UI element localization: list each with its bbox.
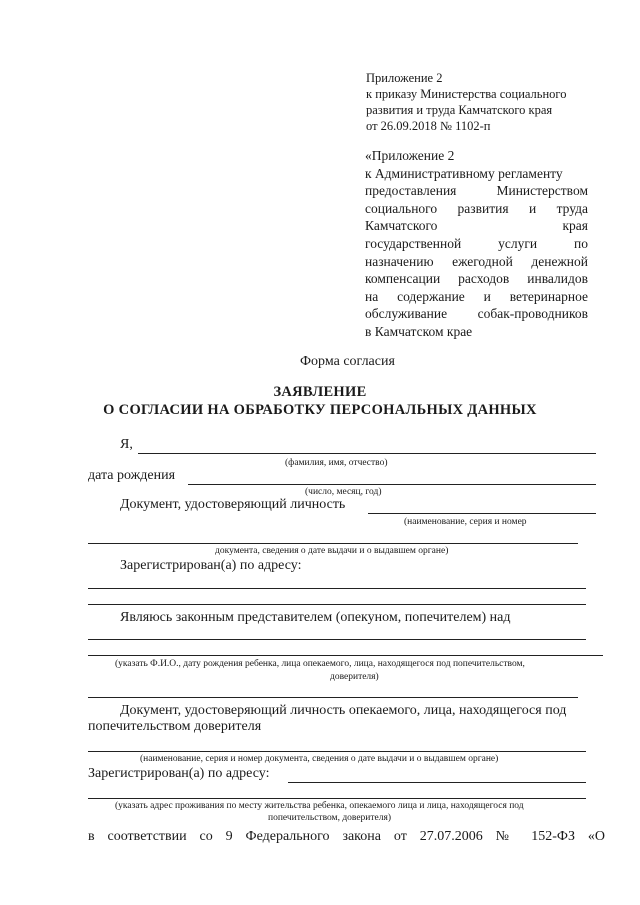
dob-field-line[interactable] bbox=[188, 484, 596, 485]
hint-addr-2: попечительством, доверителя) bbox=[268, 813, 392, 823]
regulation-line: к Административному регламенту bbox=[365, 165, 563, 181]
word: 9 bbox=[225, 829, 233, 844]
hint-doc-1: (наименование, серия и номер bbox=[404, 517, 527, 527]
doc-field-line-1[interactable] bbox=[368, 513, 596, 514]
ward-field-line-3[interactable] bbox=[88, 697, 578, 698]
word: 152-ФЗ bbox=[531, 829, 575, 844]
word: со bbox=[199, 829, 213, 844]
statement-title: ЗАЯВЛЕНИЕ bbox=[273, 384, 367, 400]
word: № bbox=[495, 829, 519, 844]
ward-address-line-2[interactable] bbox=[88, 798, 586, 799]
hint-doc-2: документа, сведения о дате выдачи и о выдавшем органе) bbox=[215, 546, 449, 556]
ward-doc-label-1: Документ, удостоверяющий личность опекаемого, лица, находящегося под bbox=[120, 703, 567, 718]
hint-ward-doc: (наименование, серия и номер документа, сведения о дате выдачи и о выдавшем органе) bbox=[140, 754, 499, 764]
word: Федерального bbox=[245, 829, 330, 844]
hint-rep-1: (указать Ф.И.О., дату рождения ребенка, лица опекаемого, лица, находящегося под попечительством, bbox=[115, 659, 525, 669]
regulation-line: Камчатского края bbox=[365, 218, 588, 234]
regulation-line: на содержание и ветеринарное bbox=[365, 288, 588, 304]
word: в bbox=[88, 829, 95, 844]
regulation-line: «Приложение 2 bbox=[365, 148, 455, 163]
regulation-line: назначению ежегодной денежной bbox=[365, 253, 588, 269]
word: от bbox=[393, 829, 407, 844]
word: закона bbox=[342, 829, 381, 844]
word: 27.07.2006 bbox=[419, 829, 483, 844]
hint-addr-1: (указать адрес проживания по месту жительства ребенка, опекаемого лица и лица, находящегося под bbox=[115, 801, 524, 811]
header-line: от 26.09.2018 № 1102-п bbox=[366, 119, 491, 133]
ward-field-line-1[interactable] bbox=[88, 639, 586, 640]
header-line: развития и труда Камчатского края bbox=[366, 103, 553, 117]
address-line-1[interactable] bbox=[88, 588, 586, 589]
regulation-line: компенсации расходов инвалидов bbox=[365, 271, 588, 287]
form-label: Форма согласия bbox=[300, 354, 395, 369]
word: соответствии bbox=[107, 829, 187, 844]
representative-label: Являюсь законным представителем (опекуном, попечителем) над bbox=[120, 610, 511, 625]
hint-fio: (фамилия, имя, отчество) bbox=[285, 458, 388, 468]
fio-field-line[interactable] bbox=[138, 453, 596, 454]
regulation-line: обслуживание собак-проводников bbox=[365, 306, 588, 322]
ward-doc-label-2: попечительством доверителя bbox=[88, 719, 262, 734]
ward-address-line-1[interactable] bbox=[288, 782, 586, 783]
doc-label: Документ, удостоверяющий личность bbox=[120, 497, 346, 512]
ward-registered-label: Зарегистрирован(а) по адресу: bbox=[88, 766, 270, 781]
hint-dob: (число, месяц, год) bbox=[305, 487, 382, 497]
statement-subtitle: О СОГЛАСИИ НА ОБРАБОТКУ ПЕРСОНАЛЬНЫХ ДАННЫХ bbox=[103, 402, 537, 418]
regulation-line: предоставления Министерством bbox=[365, 183, 588, 199]
hint-rep-2: доверителя) bbox=[330, 672, 379, 682]
ward-doc-field-line[interactable] bbox=[88, 751, 586, 752]
header-line: к приказу Министерства социального bbox=[366, 87, 567, 101]
regulation-line: государственной услуги по bbox=[365, 235, 588, 251]
regulation-appendix-block bbox=[365, 147, 588, 341]
ward-field-line-2[interactable] bbox=[88, 655, 603, 656]
i-label: Я, bbox=[120, 437, 133, 452]
address-line-2[interactable] bbox=[88, 604, 586, 605]
regulation-line: социального развития и труда bbox=[365, 200, 588, 216]
header-line: Приложение 2 bbox=[366, 71, 443, 85]
registered-label: Зарегистрирован(а) по адресу: bbox=[120, 558, 302, 573]
doc-field-line-2[interactable] bbox=[88, 543, 578, 544]
dob-label: дата рождения bbox=[88, 468, 176, 483]
word: «О bbox=[587, 829, 605, 844]
legal-basis-line bbox=[88, 829, 605, 845]
regulation-line: в Камчатском крае bbox=[365, 323, 473, 339]
